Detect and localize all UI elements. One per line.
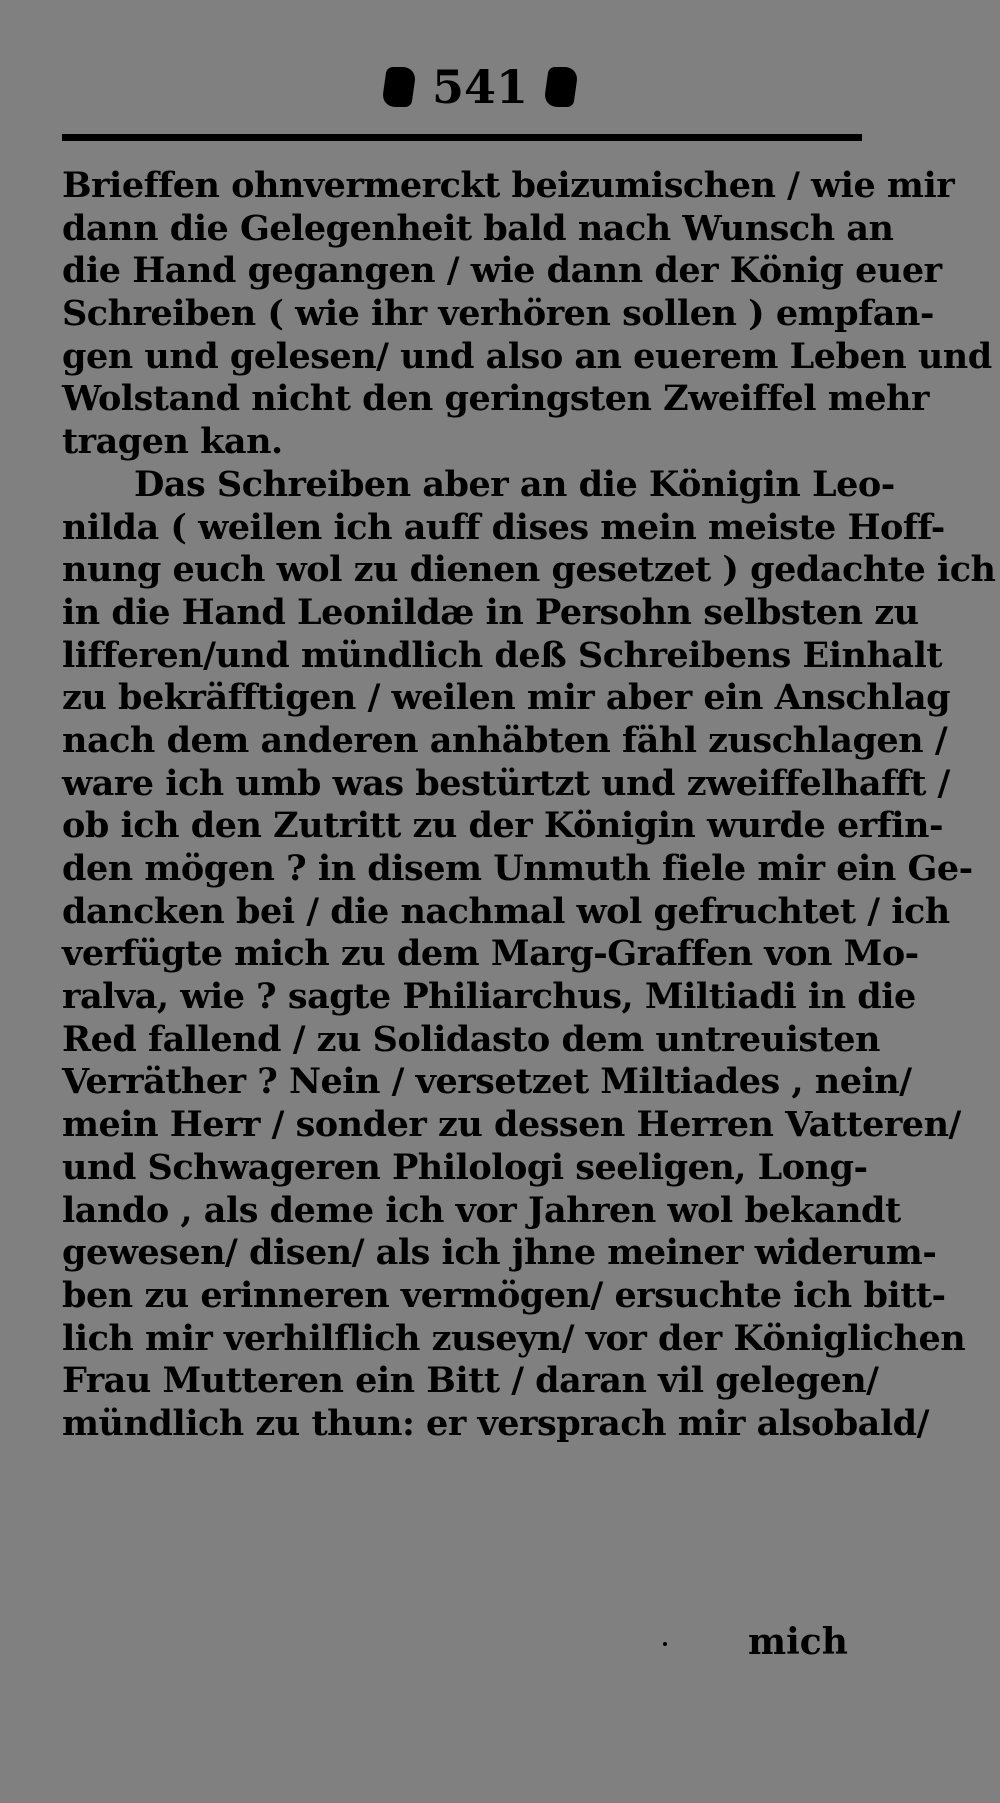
text-line: ben zu erinneren vermögen/ ersuchte ich bitt- (62, 1274, 946, 1316)
text-line: gewesen/ disen/ als ich jhne meiner widerum- (62, 1232, 937, 1274)
text-line: gen und gelesen/ und also an euerem Leben und (62, 335, 992, 377)
text-line: lich mir verhilflich zuseyn/ vor der Königlichen (62, 1317, 966, 1359)
body-text (62, 165, 996, 1446)
text-line: dancken bei / die nachmal wol gefruchtet / ich (62, 890, 950, 932)
text-line: verfügte mich zu dem Marg-Graffen von Mo- (62, 933, 919, 975)
text-line: Red fallend / zu Solidasto dem untreuisten (62, 1018, 881, 1060)
text-line: tragen kan. (62, 421, 283, 463)
text-line: nilda ( weilen ich auff dises mein meiste Hoff- (62, 506, 945, 548)
text-line: in die Hand Leonildæ in Persohn selbsten zu (62, 591, 919, 633)
page-number: 541 (431, 60, 529, 114)
text-line: Wolstand nicht den geringsten Zweiffel mehr (62, 378, 929, 420)
text-line: den mögen ? in disem Unmuth fiele mir ein Ge- (62, 848, 973, 889)
text-line: Schreiben ( wie ihr verhören sollen ) empfan- (62, 293, 934, 335)
text-line: dann die Gelegenheit bald nach Wunsch an (62, 207, 894, 249)
text-line: Das Schreiben aber an die Königin Leo- (134, 463, 895, 505)
text-line: lifferen/und mündlich deß Schreibens Einhalt (62, 634, 943, 676)
text-line: und Schwageren Philologi seeligen, Long- (62, 1146, 868, 1188)
ornament-left-icon (381, 67, 417, 107)
text-line: ware ich umb was bestürtzt und zweiffelhafft / (62, 762, 950, 804)
text-line: mündlich zu thun: er versprach mir alsobald/ (62, 1402, 929, 1444)
text-line: zu bekräfftigen / weilen mir aber ein Anschlag (62, 677, 951, 719)
text-line: Frau Mutteren ein Bitt / daran vil gelegen/ (62, 1360, 879, 1402)
text-line: nach dem anderen anhäbten fähl zuschlagen / (62, 719, 948, 761)
page-header (360, 52, 600, 122)
ink-speck (663, 1642, 667, 1646)
text-line: ralva, wie ? sagte Philiarchus, Miltiadi in die (62, 976, 916, 1018)
text-line: die Hand gegangen / wie dann der König euer (62, 250, 942, 292)
text-line: Brieffen ohnvermerckt beizumischen / wie mir (62, 165, 955, 206)
ornament-right-icon (543, 67, 579, 107)
text-line: ob ich den Zutritt zu der Königin wurde erfin- (62, 805, 944, 847)
header-rule (62, 134, 862, 141)
catchword: mich (748, 1621, 848, 1663)
text-line: mein Herr / sonder zu dessen Herren Vatteren/ (62, 1104, 961, 1146)
text-line: Verräther ? Nein / versetzet Miltiades , nein/ (62, 1061, 912, 1103)
text-line: lando , als deme ich vor Jahren wol bekandt (62, 1189, 901, 1231)
text-line: nung euch wol zu dienen gesetzet ) gedachte ich (62, 549, 996, 591)
